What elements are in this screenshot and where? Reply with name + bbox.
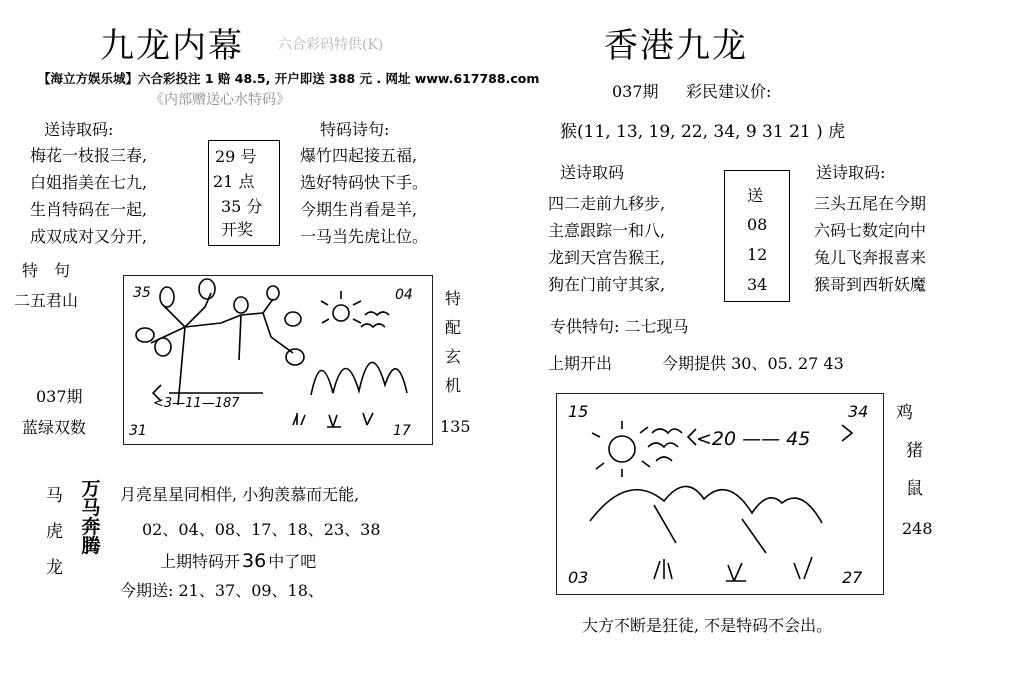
left-issue: 037期 [36, 387, 83, 406]
right-footer: 大方不断是狂徒, 不是特码不会出。 [582, 616, 833, 635]
tema-line: 一马当先虎让位。 [300, 227, 429, 246]
right-drawing [556, 393, 882, 593]
suggest-label: 彩民建议价: [686, 82, 772, 101]
special-text: 二五君山 [14, 291, 79, 310]
animal-label: 虎 [46, 522, 63, 542]
right-drawing-label-tr: 34 [848, 402, 869, 421]
wmb-stamp [80, 480, 102, 556]
poem-line: 生肖特码在一起, [30, 200, 148, 219]
last-drawn-label: 上期开出 [548, 354, 613, 373]
animal-label: 猪 [906, 441, 923, 461]
poem-line: 猴哥到西斩妖魔 [814, 275, 927, 294]
numbers-line: 猴(11, 13, 19, 22, 34, 9 31 21 ) 虎 [560, 122, 846, 142]
bottom-line1: 月亮星星同相伴, 小狗羡慕而无能, [120, 485, 360, 504]
poem-line: 三头五尾在今期 [814, 194, 927, 213]
animal-label: 马 [46, 486, 63, 506]
right-send-box [724, 170, 790, 302]
right-poem-right [814, 190, 926, 298]
poem-line: 龙到天宫告猴王, [548, 248, 666, 267]
offer-line: 今期提供 30、05. 27 43 [662, 354, 844, 373]
vertical-char: 机 [444, 376, 461, 395]
last-special-pre: 上期特码开 [160, 552, 241, 571]
tema-line: 今期生肖看是羊, [300, 200, 418, 219]
animal-label: 鸡 [896, 403, 913, 423]
wmb-char: 万 [81, 478, 101, 500]
send-box-number: 08 [747, 215, 768, 234]
poem-heading: 送诗取码: [44, 120, 114, 139]
vertical-char: 玄 [444, 347, 461, 366]
left-drawing-label-tl: 35 [133, 285, 151, 301]
poem-heading-left: 送诗取码 [560, 163, 625, 182]
right-side-number: 248 [902, 519, 933, 538]
draw-minute: 35 分 [221, 197, 263, 216]
left-title: 九龙内幕 [100, 26, 244, 66]
draw-day: 29 号 [215, 147, 257, 166]
tema-heading: 特码诗句: [320, 120, 390, 139]
left-drawing [123, 275, 431, 443]
poem-line: 四二走前九移步, [548, 194, 666, 213]
poem-line: 主意跟踪一和八, [548, 221, 666, 240]
bottom-numbers: 02、04、08、17、18、23、38 [142, 520, 381, 539]
poem-line: 兔儿飞奔报喜来 [814, 248, 927, 267]
right-drawing-label-bl: 03 [568, 568, 589, 587]
poem-heading-right: 送诗取码: [816, 163, 886, 182]
left-drawing-label-bl: 31 [129, 423, 147, 439]
draw-hour: 21 点 [213, 172, 255, 191]
wmb-char: 马 [81, 497, 101, 519]
bottom-animals [46, 478, 63, 586]
animal-label: 鼠 [906, 479, 923, 499]
right-special: 专供特句: 二七现马 [550, 317, 689, 336]
wmb-char: 腾 [81, 535, 101, 557]
left-drawing-number-line: <3—11—187 [153, 396, 240, 411]
tema-block [300, 142, 428, 250]
draw-label: 开奖 [221, 220, 254, 239]
poem-line: 狗在门前守其家, [548, 275, 666, 294]
poem-line: 六码七数定向中 [814, 221, 927, 240]
draw-time-box [208, 140, 280, 246]
right-title: 香港九龙 [604, 26, 748, 66]
side-animals [896, 394, 923, 508]
poem-line: 梅花一枝报三春, [30, 146, 148, 165]
tema-line: 爆竹四起接五福, [300, 146, 418, 165]
right-poem-left [548, 190, 665, 298]
right-drawing-number-line: <20 —— 45 [696, 428, 811, 450]
ad-banner: 【海立方娱乐城】六合彩投注 1 赔 48.5, 开户即送 388 元 . 网址 www.617788.com [38, 71, 540, 86]
wmb-char: 奔 [81, 516, 101, 538]
poem-line: 成双成对又分开, [30, 227, 148, 246]
send-line: 今期送: 21、37、09、18、 [120, 581, 324, 600]
last-special [160, 549, 316, 572]
left-side-number: 135 [440, 417, 471, 436]
right-drawing-label-tl: 15 [568, 402, 589, 421]
right-issue: 037期 [612, 82, 659, 101]
send-box-label: 送 [747, 186, 764, 205]
special-label: 特 句 [22, 261, 71, 280]
tema-line: 选好特码快下手。 [300, 173, 429, 192]
left-drawing-label-tr: 04 [395, 287, 413, 303]
animal-label: 龙 [46, 558, 63, 578]
color-text: 蓝绿双数 [22, 418, 87, 437]
left-title-sub: 六合彩码特供(K) [278, 37, 384, 53]
poem-block [30, 142, 147, 250]
poem-line: 白姐指美在七九, [30, 173, 148, 192]
vertical-char: 配 [444, 318, 461, 337]
right-vertical-tag [442, 284, 464, 400]
last-special-post: 中了吧 [268, 552, 317, 571]
send-box-number: 12 [747, 245, 768, 264]
right-drawing-label-br: 27 [842, 568, 863, 587]
left-subtitle: 《内部赠送心水特码》 [150, 92, 290, 108]
vertical-char: 特 [444, 289, 461, 308]
last-special-number: 36 [242, 550, 267, 572]
send-box-number: 34 [747, 275, 768, 294]
left-drawing-label-br: 17 [393, 423, 411, 439]
